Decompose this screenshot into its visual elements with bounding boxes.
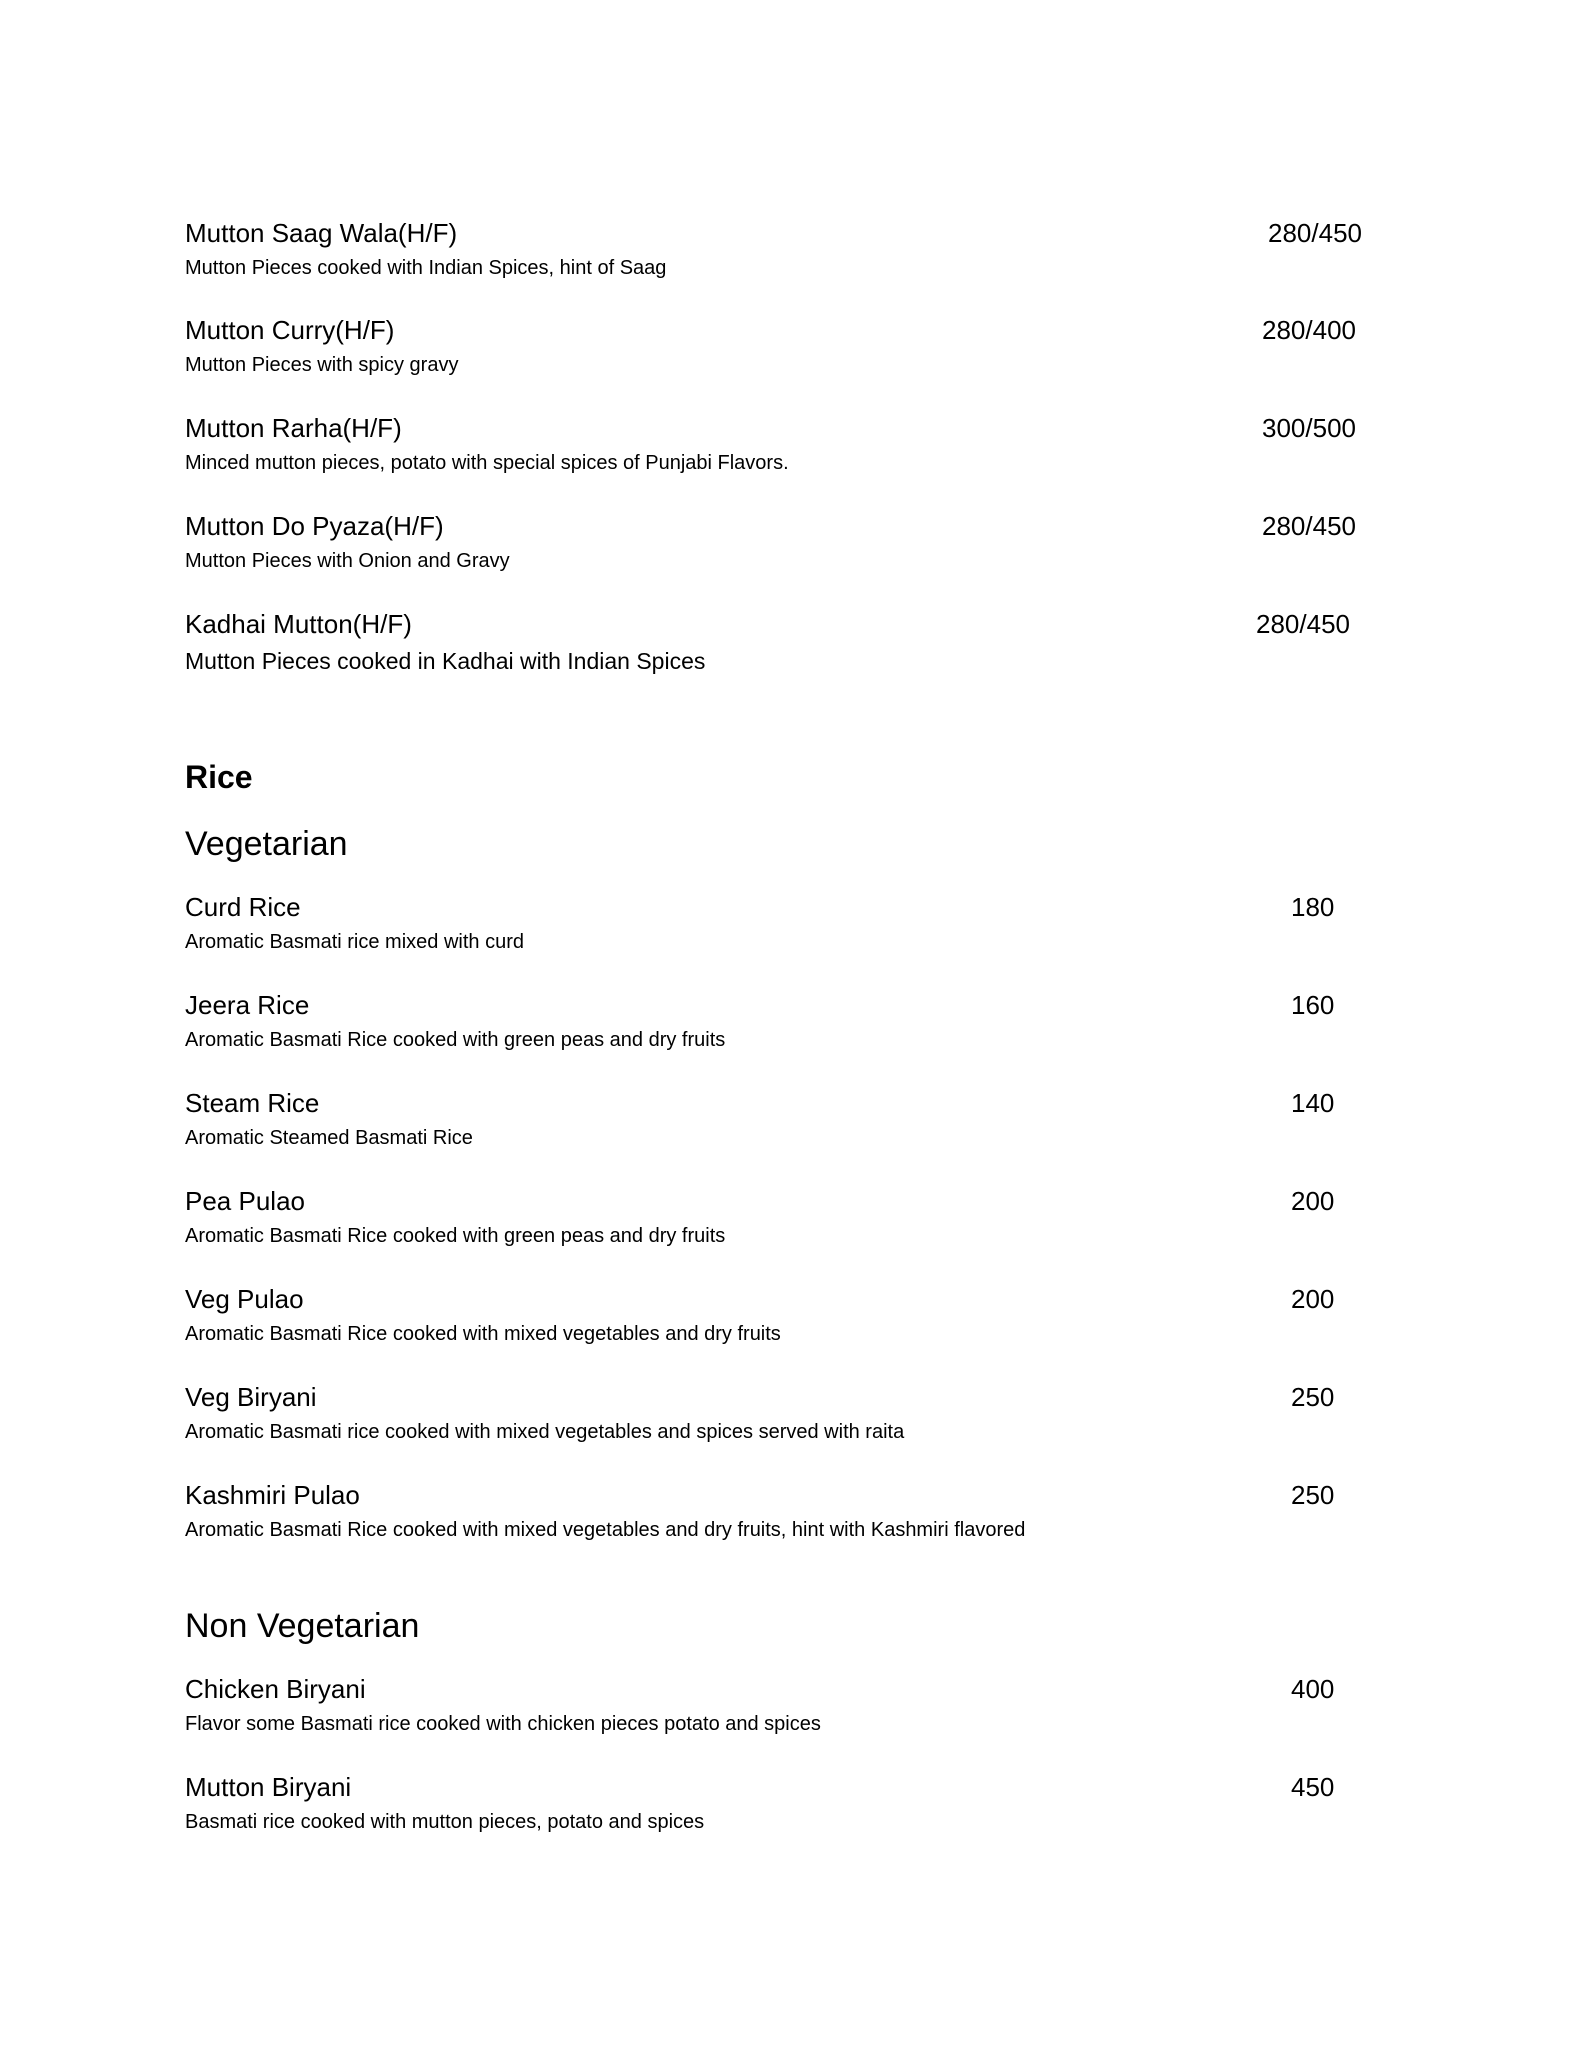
subsection-title-non-vegetarian: Non Vegetarian xyxy=(185,1607,420,1645)
item-description: Aromatic Basmati rice mixed with curd xyxy=(185,931,524,953)
item-name: Jeera Rice xyxy=(185,990,310,1020)
item-price: 180 xyxy=(1291,892,1335,922)
item-price: 280/400 xyxy=(1262,315,1356,345)
item-description: Mutton Pieces with Onion and Gravy xyxy=(185,550,510,572)
item-name: Kashmiri Pulao xyxy=(185,1480,360,1510)
item-name: Steam Rice xyxy=(185,1088,320,1118)
item-description: Aromatic Basmati Rice cooked with green peas and dry fruits xyxy=(185,1225,726,1247)
item-name: Mutton Saag Wala(H/F) xyxy=(185,218,458,248)
item-price: 160 xyxy=(1291,990,1335,1020)
menu-item-mutton-saag-wala xyxy=(185,217,1445,287)
menu-item-jeera-rice xyxy=(185,989,1445,1059)
item-description: Aromatic Basmati Rice cooked with mixed vegetables and dry fruits, hint with Kashmiri flavored xyxy=(185,1519,1026,1541)
item-name: Mutton Curry(H/F) xyxy=(185,315,395,345)
item-price: 250 xyxy=(1291,1382,1335,1412)
item-name: Pea Pulao xyxy=(185,1186,305,1216)
menu-item-curd-rice xyxy=(185,891,1445,961)
item-name: Kadhai Mutton(H/F) xyxy=(185,609,412,639)
menu-item-pea-pulao xyxy=(185,1185,1445,1255)
item-name: Mutton Rarha(H/F) xyxy=(185,413,402,443)
menu-item-kashmiri-pulao xyxy=(185,1479,1445,1549)
item-description: Basmati rice cooked with mutton pieces, potato and spices xyxy=(185,1811,705,1833)
item-name: Veg Biryani xyxy=(185,1382,317,1412)
item-price: 200 xyxy=(1291,1186,1335,1216)
menu-item-mutton-do-pyaza xyxy=(185,510,1445,580)
item-name: Mutton Do Pyaza(H/F) xyxy=(185,511,444,541)
item-description: Aromatic Steamed Basmati Rice xyxy=(185,1127,473,1149)
item-price: 200 xyxy=(1291,1284,1335,1314)
item-price: 250 xyxy=(1291,1480,1335,1510)
item-name: Veg Pulao xyxy=(185,1284,304,1314)
item-name: Curd Rice xyxy=(185,892,301,922)
item-price: 280/450 xyxy=(1268,218,1362,248)
menu-item-steam-rice xyxy=(185,1087,1445,1157)
menu-item-mutton-rarha xyxy=(185,412,1445,482)
item-price: 400 xyxy=(1291,1674,1335,1704)
subsection-title-vegetarian: Vegetarian xyxy=(185,825,348,863)
item-description: Mutton Pieces cooked in Kadhai with Indian Spices xyxy=(185,648,706,674)
item-description: Minced mutton pieces, potato with special spices of Punjabi Flavors. xyxy=(185,452,789,474)
item-description: Mutton Pieces with spicy gravy xyxy=(185,354,459,376)
menu-item-veg-pulao xyxy=(185,1283,1445,1353)
menu-item-mutton-curry xyxy=(185,314,1445,384)
item-price: 280/450 xyxy=(1256,609,1350,639)
item-description: Flavor some Basmati rice cooked with chicken pieces potato and spices xyxy=(185,1713,821,1735)
item-price: 300/500 xyxy=(1262,413,1356,443)
item-name: Chicken Biryani xyxy=(185,1674,366,1704)
menu-item-mutton-biryani xyxy=(185,1771,1445,1841)
menu-item-chicken-biryani xyxy=(185,1673,1445,1743)
item-description: Aromatic Basmati rice cooked with mixed vegetables and spices served with raita xyxy=(185,1421,905,1443)
section-title-rice: Rice xyxy=(185,759,253,795)
item-description: Aromatic Basmati Rice cooked with mixed vegetables and dry fruits xyxy=(185,1323,781,1345)
menu-item-kadhai-mutton xyxy=(185,608,1445,678)
item-description: Aromatic Basmati Rice cooked with green peas and dry fruits xyxy=(185,1029,726,1051)
item-name: Mutton Biryani xyxy=(185,1772,352,1802)
menu-item-veg-biryani xyxy=(185,1381,1445,1451)
item-price: 450 xyxy=(1291,1772,1335,1802)
item-description: Mutton Pieces cooked with Indian Spices, hint of Saag xyxy=(185,257,667,279)
item-price: 140 xyxy=(1291,1088,1335,1118)
item-price: 280/450 xyxy=(1262,511,1356,541)
